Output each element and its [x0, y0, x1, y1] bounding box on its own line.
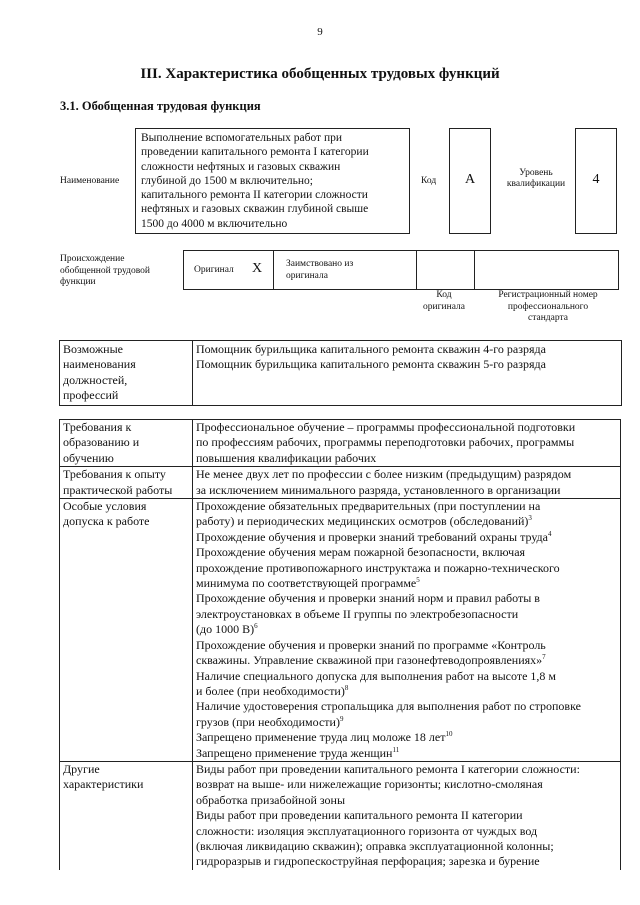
requirements-table [59, 419, 621, 870]
name-line: проведении капитального ремонта I категории [141, 146, 369, 159]
other-label-line: Другие [63, 761, 100, 776]
code-caption-line: оригинала [423, 301, 465, 312]
footnote-ref: 6 [254, 622, 258, 631]
experience-label-line: Требования к опыту [63, 467, 166, 482]
origin-table [183, 250, 619, 290]
name-line: 1500 до 4000 м включительно [141, 217, 288, 230]
level-box [575, 128, 617, 234]
other-line: Виды работ при проведении капитального ремонта II категории [196, 808, 523, 823]
origin-label-line: функции [60, 277, 96, 287]
name-line: капитального ремонта II категории сложности [141, 189, 368, 202]
experience-line: Не менее двух лет по профессии с более низким (предыдущим) разрядом [196, 467, 572, 482]
positions-label-line: наименования [63, 357, 136, 372]
borrowed-label-line: оригинала [286, 271, 328, 281]
education-label-line: обучению [63, 450, 114, 465]
other-line: возврат на выше- или нижележащие горизонты; кислотно-смоляная [196, 777, 543, 792]
footnote-ref: 9 [339, 714, 344, 723]
footnote-ref: 8 [344, 683, 349, 692]
education-label-line: образованию и [63, 435, 140, 450]
special-line: Прохождение обучения и проверки знаний требований охраны труда$^4$ [196, 529, 552, 544]
special-value [193, 499, 621, 762]
reg-caption-line: стандарта [528, 313, 568, 323]
footnote-ref: 11 [392, 745, 400, 754]
other-label [60, 761, 193, 869]
experience-value [193, 467, 621, 499]
special-line: Прохождение обязательных предварительных (при поступлении на [196, 499, 541, 514]
origin-label-line: Происхождение [60, 254, 125, 264]
reg-caption [478, 290, 618, 325]
positions-table [59, 340, 622, 406]
code-caption [414, 290, 474, 313]
other-line: Виды работ при проведении капитального ремонта I категории сложности: [196, 761, 580, 776]
education-label [60, 420, 193, 467]
positions-label-line: должностей, [63, 372, 128, 387]
origin-label [60, 254, 150, 289]
footnote-ref: 4 [548, 529, 552, 538]
positions-label [63, 342, 136, 403]
level-label [498, 168, 574, 190]
code-caption-line: Код [436, 290, 452, 300]
code-value: А [464, 172, 476, 187]
special-line: Прохождение обучения мерам пожарной безопасности, включая [196, 545, 526, 560]
original-label: Оригинал [194, 265, 234, 275]
special-line: Запрещено применение труда лиц моложе 18 лет$^{10}$ [196, 730, 453, 745]
other-row [60, 761, 621, 869]
footnote-ref: 10 [445, 730, 453, 739]
other-line: сложности: изоляция эксплуатационного горизонта от чуждых вод [196, 823, 538, 838]
experience-label-line: практической работы [63, 482, 173, 497]
other-value [193, 761, 621, 869]
special-row [60, 499, 621, 762]
original-mark: X [252, 261, 263, 276]
position-item: Помощник бурильщика капитального ремонта скважин 5-го разряда [196, 357, 546, 372]
special-line: Прохождение обучения и проверки знаний по программе «Контроль [196, 637, 546, 652]
education-line: Профессиональное обучение – программы профессиональной подготовки [196, 420, 576, 434]
position-item: Помощник бурильщика капитального ремонта скважин 4-го разряда [196, 342, 546, 356]
education-line: по профессиям рабочих, программы переподготовки рабочих, программы [196, 435, 575, 450]
name-label: Наименование [60, 176, 120, 186]
name-line: сложности нефтяных и газовых скважин [141, 160, 341, 173]
special-line: минимума по соответствующей программе$^5$ [196, 576, 420, 591]
borrowed-label-line: Заимствовано из [286, 259, 354, 269]
footnote-ref: 7 [542, 653, 546, 662]
special-line: прохождение противопожарного инструктажа и пожарно-технического [196, 560, 560, 575]
level-label-line: Уровень [519, 168, 553, 178]
special-line: грузов (при необходимости)$^9$ [196, 714, 344, 729]
section-title: III. Характеристика обобщенных трудовых функций [140, 66, 500, 82]
special-line: Запрещено применение труда женщин$^{11}$ [196, 745, 400, 760]
education-value [193, 420, 621, 467]
positions-label-line: профессий [63, 387, 119, 402]
special-line: (до 1000 В)$^6$ [196, 622, 258, 637]
reg-caption-line: профессионального [507, 301, 589, 312]
other-line: обработка призабойной зоны [196, 792, 346, 807]
special-label [60, 499, 193, 762]
special-line: Наличие специального допуска для выполнения работ на высоте 1,8 м [196, 668, 557, 683]
positions-list [196, 342, 546, 373]
other-label-line: характеристики [63, 777, 144, 792]
special-line: и более (при необходимости)$^8$ [196, 683, 349, 698]
borrowed-label [286, 258, 353, 282]
level-label-line: квалификации [506, 179, 566, 189]
code-box [449, 128, 491, 234]
footnote-ref: 5 [416, 576, 420, 585]
special-line: скважины. Управление скважиной при газонефтеводопроявлениях»$^7$ [196, 653, 546, 668]
experience-label [60, 467, 193, 499]
function-name-box [135, 128, 410, 234]
experience-row [60, 467, 621, 499]
subsection-title: 3.1. Обобщенная трудовая функция [60, 99, 261, 113]
special-line: работу) и периодических медицинских осмотров (обследований)$^3$ [196, 514, 532, 529]
footnote-ref: 3 [528, 514, 532, 523]
special-label-line: допуска к работе [63, 514, 150, 529]
name-line: Выполнение вспомогательных работ при [141, 132, 343, 144]
name-line: нефтяных и газовых скважин глубиной свыше [141, 203, 369, 216]
origin-label-line: обобщенной трудовой [60, 265, 150, 276]
education-line: повышения квалификации рабочих [196, 450, 377, 465]
level-value: 4 [592, 172, 600, 187]
education-label-line: Требования к [63, 420, 132, 434]
positions-label-line: Возможные [63, 342, 123, 356]
special-line: электроустановках в объеме II группы по электробезопасности [196, 606, 519, 621]
other-line: (включая ликвидацию скважин); оправка эксплуатационной колонны; [196, 838, 554, 853]
other-line: гидроразрыв и гидропескоструйная перфорация; зарезка и бурение [196, 854, 540, 869]
special-line: Прохождение обучения и проверки знаний норм и правил работы в [196, 591, 540, 606]
code-label: Код [421, 176, 437, 186]
special-line: Наличие удостоверения стропальщика для выполнения работ по строповке [196, 699, 581, 714]
education-row [60, 420, 621, 467]
special-label-line: Особые условия [63, 499, 147, 514]
name-line: глубиной до 1500 м включительно; [141, 174, 313, 187]
reg-caption-line: Регистрационный номер [498, 290, 598, 300]
experience-line: за исключением минимального разряда, установленного в организации [196, 482, 561, 497]
page-number: 9 [317, 26, 323, 38]
